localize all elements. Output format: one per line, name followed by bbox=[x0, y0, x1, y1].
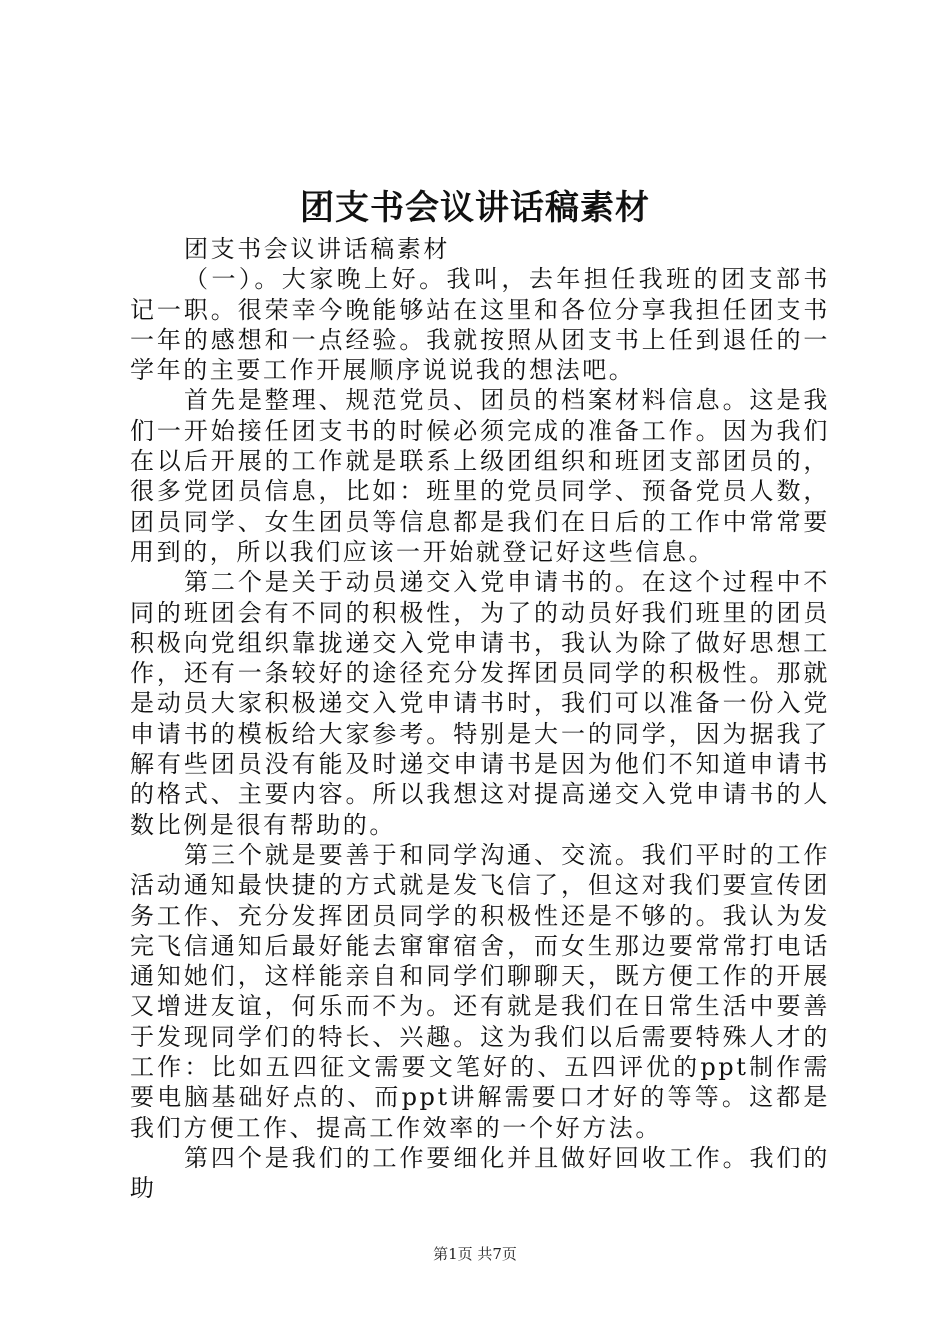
document-body bbox=[130, 234, 830, 1204]
body-paragraph: （一）。大家晚上好。我叫，去年担任我班的团支部书记一职。很荣幸今晚能够站在这里和各位分享我担任团支书一年的感想和一点经验。我就按照从团支书上任到退任的一学年的主要工作开展顺序说说我的想法吧。 bbox=[130, 265, 830, 385]
body-paragraph: 第三个就是要善于和同学沟通、交流。我们平时的工作活动通知最快捷的方式就是发飞信了，但这对我们要宣传团务工作、充分发挥团员同学的积极性还是不够的。我认为发完飞信通知后最好能去窜窜宿舍，而女生那边要常常打电话通知她们，这样能亲自和同学们聊聊天，既方便工作的开展又增进友谊，何乐而不为。还有就是我们在日常生活中要善于发现同学们的特长、兴趣。这为我们以后需要特殊人才的工作：比如五四征文需要文笔好的、五四评优的ppt制作需要电脑基础好点的、而ppt讲解需要口才好的等等。这都是我们方便工作、提高工作效率的一个好方法。 bbox=[130, 840, 830, 1142]
body-paragraph: 第二个是关于动员递交入党申请书的。在这个过程中不同的班团会有不同的积极性，为了的动员好我们班里的团员积极向党组织靠拢递交入党申请书，我认为除了做好思想工作，还有一条较好的途径充分发挥团员同学的积极性。那就是动员大家积极递交入党申请书时，我们可以准备一份入党申请书的模板给大家参考。特别是大一的同学，因为据我了解有些团员没有能及时递交申请书是因为他们不知道申请书的格式、主要内容。所以我想这对提高递交入党申请书的人数比例是很有帮助的。 bbox=[130, 568, 830, 839]
body-paragraph: 第四个是我们的工作要细化并且做好回收工作。我们的助 bbox=[130, 1143, 830, 1203]
body-paragraph: 团支书会议讲话稿素材 bbox=[184, 235, 450, 263]
body-paragraph: 首先是整理、规范党员、团员的档案材料信息。这是我们一开始接任团支书的时候必须完成的准备工作。因为我们在以后开展的工作就是联系上级团组织和班团支部团员的，很多党团员信息，比如：班里的党员同学、预备党员人数，团员同学、女生团员等信息都是我们在日后的工作中常常要用到的，所以我们应该一开始就登记好这些信息。 bbox=[130, 386, 830, 566]
page-number-footer: 第1页 共7页 bbox=[433, 1245, 517, 1263]
document-title: 团支书会议讲话稿素材 bbox=[300, 188, 650, 228]
